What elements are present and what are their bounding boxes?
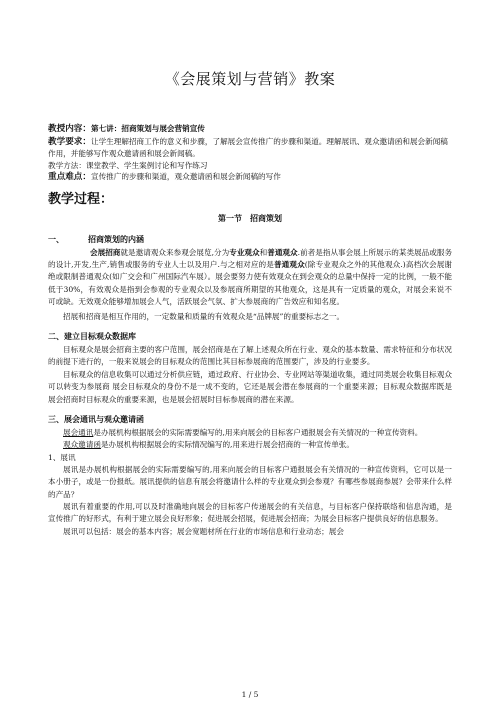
heading-1 bbox=[48, 234, 452, 245]
meta-method: 教学方法：课堂教学、学生案例讨论和写作练习 bbox=[48, 160, 208, 170]
meta-difficulty-value: 宣传推广的步骤和渠道，观众邀请函和展会新闻稿的写作 bbox=[90, 172, 281, 181]
paragraph-5 bbox=[48, 427, 452, 439]
meta-requirement bbox=[48, 136, 452, 160]
paragraph-4: 目标观众的信息收集可以通过分析供应链，通过政府、行业协会、专业网站等渠道收集，通过同类展会收集目标观众可以转变为参展商 展会目标观众的身份不是一成不变的，它还是展会潜在参展商的一个重要来源；目标观众数据库既是展会招商时目标观众的重要来源，也是展会招展时目标参展商的潜在来源。 bbox=[48, 369, 452, 404]
paragraph-7: 展讯是办展机构根据展会的实际需要编写的,用来向展会的目标客户通报展会有关情况的一种宣传资料，它可以是一本小册子，或是一份报纸。展讯提供的信息有展会将邀请什么样的专业观众到会参观？有哪些参展商参展？会带来什么样的产品？ bbox=[48, 464, 452, 499]
meta-requirement-key: 教学要求： bbox=[48, 136, 91, 147]
heading-1-text: 招商策划的内涵 bbox=[88, 233, 144, 244]
document-title: 《会展策划与营销》教案 bbox=[164, 70, 336, 88]
subheading-1: 1、展讯 bbox=[48, 452, 76, 462]
paragraph-1-text-d: (除专业观众之外的其他观众.)高档次会展谢绝或限制普通观众(如广交会和广州国际汽车展）。展会要努力使有效观众在到会观众的总量中保持一定的比例，一般不能低于30%，有效观众是指到会参观的专业观众以及参展商所期望的其他观众，这是具有一定质量的观众，对展会来说不可或缺。无效观众能够增加展会人气，活跃展会气氛、扩大参展商的广告效应和知名度。 bbox=[48, 259, 453, 307]
paragraph-9: 展讯可以包括：展会的基本内容；展会宽题材所在行业的市场信息和行业动态；展会 bbox=[63, 526, 344, 536]
term-professional-visitors: 专业观众 bbox=[229, 247, 260, 257]
heading-2: 二、建立目标观众数据库 bbox=[48, 330, 136, 341]
term-general-visitors: 普通观众 bbox=[267, 247, 298, 257]
meta-difficulty bbox=[48, 171, 452, 184]
paragraph-6 bbox=[48, 439, 452, 451]
meta-content bbox=[48, 123, 452, 136]
paragraph-2: 招展和招商是相互作用的，一定数量和质量的有效观众是“品牌展”的重要标志之一。 bbox=[63, 311, 345, 321]
term-general-visitors-2: 普通观众 bbox=[273, 259, 305, 269]
meta-difficulty-key: 重点难点： bbox=[48, 172, 91, 182]
paragraph-8: 展讯有着重要的作用,可以及时准确地向展会的目标客户传递展会的有关信息，与目标客户保持联络和信息沟通，是宣传推广的好形式，有利于建立展会良好形象；促进展会招展，促进展会招商；为展会目标客户提供良好的信息服务。 bbox=[48, 502, 452, 524]
paragraph-1-text-a: 就是邀请观众来参观会展览,分为 bbox=[120, 247, 230, 257]
section-heading: 第一节 招商策划 bbox=[218, 212, 282, 223]
paragraph-1-text-c: .前者是指从事会展上所展示的某类展品或服务的设计,开发,生产,销售或服务的专业人士以及用户.与之相对应的是 bbox=[48, 247, 453, 269]
paragraph-5-text: 是办展机构根据展会的实际需要编写的,用来向展会的目标客户通报展会有关情况的一种宣传资料。 bbox=[93, 427, 423, 437]
paragraph-3: 目标观众是展会招商主要的客户范围，展会招商是在了解上述观众所在行业、观众的基本数量、需求特征和分布状况的前提下进行的，一般来说展会的目标观众的范围比其目标参展商的范围要广，涉及的行业要多。 bbox=[48, 344, 452, 367]
term-visitor-invitation: 观众邀请函 bbox=[63, 440, 101, 450]
teaching-process-heading: 教学过程： bbox=[48, 191, 114, 207]
paragraph-6-text: 是办展机构根据展会的实际情况编写的,用来进行展会招商的一种宣传单张。 bbox=[100, 440, 354, 450]
paragraph-1 bbox=[48, 247, 452, 309]
lesson-meta bbox=[48, 123, 452, 184]
meta-content-key: 教授内容： bbox=[48, 124, 91, 134]
meta-requirement-value: 让学生理解招商工作的意义和步骤，了解展会宣传推广的步骤和渠道。理解展讯、观众邀请函和展会新闻稿作用，并能够写作观众邀请函和展会新闻稿。 bbox=[48, 136, 448, 158]
page-number: 1 / 5 bbox=[241, 690, 259, 699]
term-exhibition-newsletter: 展会通讯 bbox=[63, 427, 94, 437]
heading-1-number: 一、 bbox=[48, 233, 64, 244]
paragraph-1-text-b: 和 bbox=[259, 247, 268, 257]
heading-3: 三、展会通讯与观众邀请函 bbox=[48, 413, 144, 424]
term-exhibition-invitation: 会展招商 bbox=[90, 247, 121, 257]
meta-content-value: 第七讲：招商策划与展会营销宣传 bbox=[90, 124, 205, 133]
